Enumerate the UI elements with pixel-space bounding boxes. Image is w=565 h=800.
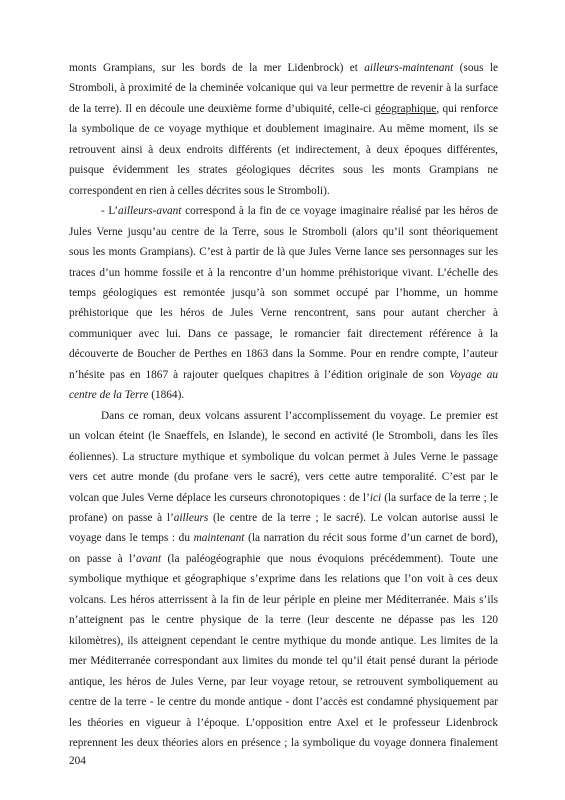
line-text: correspondent en rien à celles décrites sous le Stromboli). xyxy=(69,184,330,197)
emphasis-text: Voyage au xyxy=(449,368,498,381)
text-line xyxy=(69,733,498,753)
text-line xyxy=(69,447,498,467)
text-line xyxy=(69,99,498,119)
page-number: 204 xyxy=(69,755,86,767)
line-text: préhistorique que les héros de Jules Verne rencontrent, sans pour autant chercher à xyxy=(69,307,498,320)
line-text: , qui renforce xyxy=(436,102,498,115)
line-text: Dans ce roman, deux volcans assurent l’accomplissement du voyage. Le premier est xyxy=(101,409,498,422)
line-text: antique, les héros de Jules Verne, par leur voyage retour, se retrouvent symboliquement au xyxy=(69,675,498,688)
line-text: un volcan éteint (le Snaeffels, en Islande), le second en activité (le Stromboli, dans les îles xyxy=(69,430,498,443)
text-line xyxy=(69,569,498,589)
text-line xyxy=(69,242,498,262)
line-text: (la surface de la terre ; le xyxy=(381,491,498,504)
line-text: correspond à la fin de ce voyage imaginaire réalisé par les héros de xyxy=(181,205,498,218)
line-text: voyage dans le temps : du xyxy=(69,532,194,545)
line-text: communiquer avec lui. Dans ce passage, le romancier fait directement référence à la xyxy=(69,327,498,340)
line-text: retrouvent ainsi à deux endroits différents (et indirectement, à deux époques différentes, xyxy=(69,143,498,156)
emphasis-text: maintenant xyxy=(193,532,245,545)
line-text: éoliennes). La structure mythique et symbolique du volcan permet à Jules Verne le passage xyxy=(69,450,498,463)
line-text: Stromboli, à proximité de la cheminée volcanique qui va leur permettre de revenir à la surface xyxy=(69,82,498,95)
text-line xyxy=(69,324,498,344)
text-line xyxy=(69,549,498,569)
emphasis-text: centre de la Terre xyxy=(69,389,149,402)
text-line xyxy=(69,692,498,712)
text-line xyxy=(69,528,498,548)
emphasis-text: ailleurs-avant xyxy=(118,205,182,218)
line-text: de la terre). Il en découle une deuxième forme d’ubiquité, celle-ci xyxy=(69,102,375,115)
text-line xyxy=(69,344,498,364)
line-text: temps géologiques est remontée jusqu’à son sommet occupé par l’homme, un homme xyxy=(69,286,498,299)
text-line xyxy=(69,488,498,508)
line-text: (sous le xyxy=(453,62,499,74)
text-line xyxy=(69,672,498,692)
text-line xyxy=(69,263,498,283)
line-text: (le centre de la terre ; le sacré). Le volcan autorise aussi le xyxy=(208,511,498,524)
line-text: volcans. Les héros atterrissent à la fin de leur périple en pleine mer Méditerranée. Mais s’ils xyxy=(69,593,498,606)
line-text: sous les monts Grampians). C’est à partir de là que Jules Verne lance ses personnages sur les xyxy=(69,246,498,259)
text-line xyxy=(69,58,498,78)
line-text: centre de la terre - le centre du monde antique - dont l’accès est condamné physiquement par xyxy=(69,696,498,709)
line-text: la symbolique de ce voyage mythique et doublement imaginaire. Au même moment, ils se xyxy=(69,123,498,136)
emphasis-text: avant xyxy=(136,552,162,565)
line-text: (la paléogéographie que nous évoquions précédemment). Toute une xyxy=(161,552,499,565)
text-line xyxy=(69,610,498,630)
text-line xyxy=(69,508,498,528)
text-body xyxy=(69,58,498,753)
line-text: mer Méditerranée correspondant aux limites du monde tel qu’il était pensé durant la période xyxy=(69,655,498,668)
emphasis-text: ailleurs xyxy=(173,511,209,524)
text-line xyxy=(69,365,498,385)
underlined-text: géographique xyxy=(374,102,437,115)
text-line xyxy=(69,160,498,180)
text-line xyxy=(69,713,498,733)
line-text: volcan que Jules Verne déplace les curseurs chronotopiques : de l’ xyxy=(69,491,370,504)
line-text: (la narration du récit sous forme d’un carnet de bord), xyxy=(244,532,498,545)
line-text: découverte de Boucher de Perthes en 1863 dans la Somme. Pour en rendre compte, l’auteur xyxy=(69,348,498,361)
line-text: traces d’un homme fossile et à la rencontre d’un homme préhistorique vivant. L’échelle des xyxy=(69,266,498,279)
line-text: vers cet autre monde (du profane vers le sacré), vers cette autre temporalité. C’est par le xyxy=(69,471,498,484)
line-text: (1864). xyxy=(148,389,185,402)
text-line xyxy=(69,222,498,242)
text-line xyxy=(69,303,498,323)
line-text: symbolique mythique et géographique s’exprime dans les relations que l’on voit à ces deux xyxy=(69,573,498,586)
text-line xyxy=(69,406,498,426)
text-line xyxy=(69,283,498,303)
line-text: kilomètres), ils atteignent cependant le centre mythique du monde antique. Les limites de la xyxy=(69,634,498,647)
text-line xyxy=(69,78,498,98)
line-text: monts Grampians, sur les bords de la mer Lidenbrock) et xyxy=(69,62,365,74)
line-text: reprennent les deux théories alors en présence ; la symbolique du voyage donnera finalement xyxy=(69,736,498,749)
line-text: n’hésite pas en 1867 à rajouter quelques chapitres à l’édition originale de son xyxy=(69,368,450,381)
line-text: n’atteignent pas le centre physique de la terre (leur descente ne dépasse pas les 120 xyxy=(69,614,498,627)
text-line xyxy=(69,140,498,160)
line-text: on passe à l’ xyxy=(69,552,136,565)
text-line xyxy=(69,119,498,139)
emphasis-text: ailleurs-maintenant xyxy=(364,62,454,74)
text-line xyxy=(69,201,498,221)
emphasis-text: ici xyxy=(369,491,382,504)
line-text: Jules Verne jusqu’au centre de la Terre, sous le Stromboli (alors qu’il sont théoriquement xyxy=(69,225,498,238)
line-text: puisque évidemment les strates géologiques décrites sous les monts Grampians ne xyxy=(69,164,498,177)
text-line xyxy=(69,651,498,671)
text-line xyxy=(69,385,498,405)
line-text: les théories en vigueur à l’époque. L’opposition entre Axel et le professeur Lidenbrock xyxy=(69,716,498,729)
text-line xyxy=(69,426,498,446)
line-text: profane) on passe à l’ xyxy=(69,511,174,524)
line-text: - L’ xyxy=(101,205,119,218)
text-line xyxy=(69,181,498,201)
text-line xyxy=(69,467,498,487)
text-line xyxy=(69,590,498,610)
text-line xyxy=(69,631,498,651)
